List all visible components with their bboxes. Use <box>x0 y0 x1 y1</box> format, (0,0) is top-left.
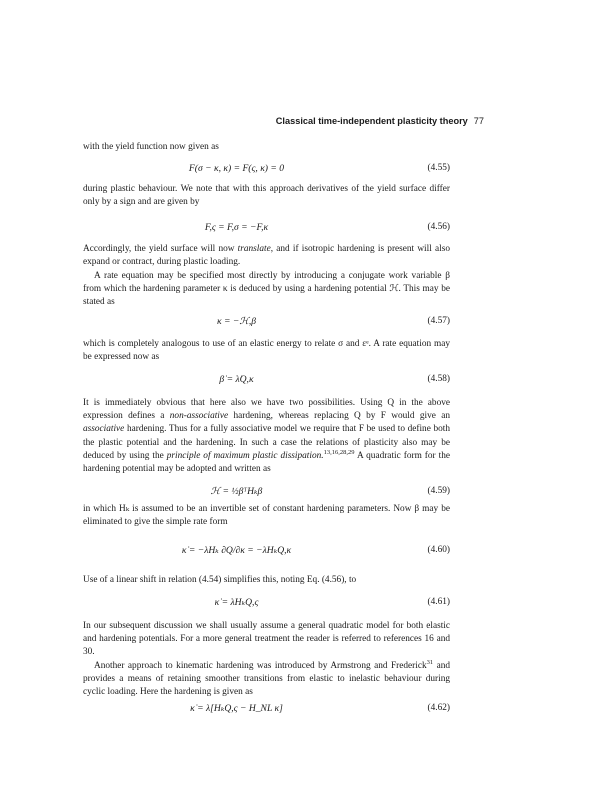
paragraph-7: in which Hₖ is assumed to be an invertible set of constant hardening parameters. Now β may be eliminated to give the simple rate form <box>83 504 450 528</box>
equation-4-57 <box>83 316 450 332</box>
equation-4-59 <box>83 486 450 502</box>
paragraph-9: In our subsequent discussion we shall usually assume a general quadratic model for both elastic and hardening potentials. For a more general treatment the reader is referred to references 16 and 30. <box>83 621 450 658</box>
equation-number: (4.57) <box>427 316 450 326</box>
paragraph-8: Use of a linear shift in relation (4.54) simplifies this, noting Eq. (4.56), to <box>83 575 357 585</box>
equation-body: κ = −ℋ,β <box>216 316 256 327</box>
equation-4-60 <box>83 545 450 561</box>
equation-4-62 <box>83 703 450 719</box>
equation-number: (4.60) <box>427 545 450 555</box>
paragraph-6 <box>83 397 450 476</box>
paragraph-4: A rate equation may be specified most directly by introducing a conjugate work variable β from which the hardening parameter κ is deduced by using a hardening potential ℋ. This may be stated as <box>83 271 450 308</box>
citation-ref: 31 <box>426 659 434 666</box>
equation-body: κ̇ = λ̇[HₖQ,ς − H_NL κ] <box>190 703 283 714</box>
paragraph-10 <box>83 660 450 700</box>
text-run: Accordingly, the yield surface will now <box>83 244 238 254</box>
equation-number: (4.56) <box>427 222 450 232</box>
emphasis-non-associative: non-associative <box>169 411 229 422</box>
equation-number: (4.58) <box>427 374 450 384</box>
equation-body: β̇ = λ̇Q,κ <box>219 374 254 385</box>
page-number: 77 <box>473 116 484 126</box>
equation-4-55 <box>83 163 450 179</box>
equation-body: κ̇ = −λ̇Hₖ ∂Q/∂κ = −λ̇HₖQ,κ <box>181 545 292 556</box>
running-title: Classical time-independent plasticity theory <box>275 116 468 126</box>
equation-number: (4.62) <box>427 703 450 713</box>
equation-body: ℋ = ½βᵀHₖβ <box>210 486 263 497</box>
text-run: Another approach to kinematic hardening was introduced by Armstrong and Frederick <box>94 661 427 671</box>
running-header <box>270 116 484 126</box>
equation-number: (4.59) <box>427 486 450 496</box>
paragraph-3 <box>83 243 450 269</box>
equation-4-56 <box>83 222 450 238</box>
equation-body: F,ς = F,σ = −F,κ <box>204 222 269 233</box>
equation-number: (4.61) <box>427 597 450 607</box>
paragraph-5: which is completely analogous to use of an elastic energy to relate σ and εᵉ. A rate equation may be expressed now as <box>83 339 450 363</box>
equation-number: (4.55) <box>427 163 450 173</box>
emphasis-principle: principle of maximum plastic dissipation. <box>166 450 324 461</box>
emphasis-associative: associative <box>83 424 125 435</box>
paragraph-1: with the yield function now given as <box>83 142 219 152</box>
text-run: hardening. Thus for a fully associative model we require that F be used to define both the plastic potential and the hardening. In such a case the relations of plasticity also may be deduced by using the <box>83 424 450 461</box>
text-run: A quadratic form for the hardening potential may be adopted and written as <box>83 450 450 475</box>
text-run: , and if isotropic hardening is present will also expand or contract, during plastic loading. <box>83 244 450 268</box>
emphasis-translate: translate <box>237 244 271 254</box>
equation-body: F(σ − κ, κ) = F(ς, κ) = 0 <box>188 163 285 174</box>
equation-4-61 <box>83 597 450 613</box>
text-run: It is immediately obvious that here also we have two possibilities. Using Q in the above expression defines a <box>83 398 450 422</box>
equation-4-58 <box>83 374 450 390</box>
text-run: and provides a means of retaining smoother transitions from elastic to inelastic behaviour during cyclic loading. Here the hardening is given as <box>83 661 451 698</box>
paragraph-2: during plastic behaviour. We note that with this approach derivatives of the yield surface differ only by a sign and are given by <box>83 184 450 208</box>
citation-refs: 13,16,28,29 <box>323 448 355 456</box>
equation-body: κ̇ = λ̇HₖQ,ς <box>214 597 259 608</box>
text-run: hardening, whereas replacing Q by F would give an <box>228 411 450 422</box>
